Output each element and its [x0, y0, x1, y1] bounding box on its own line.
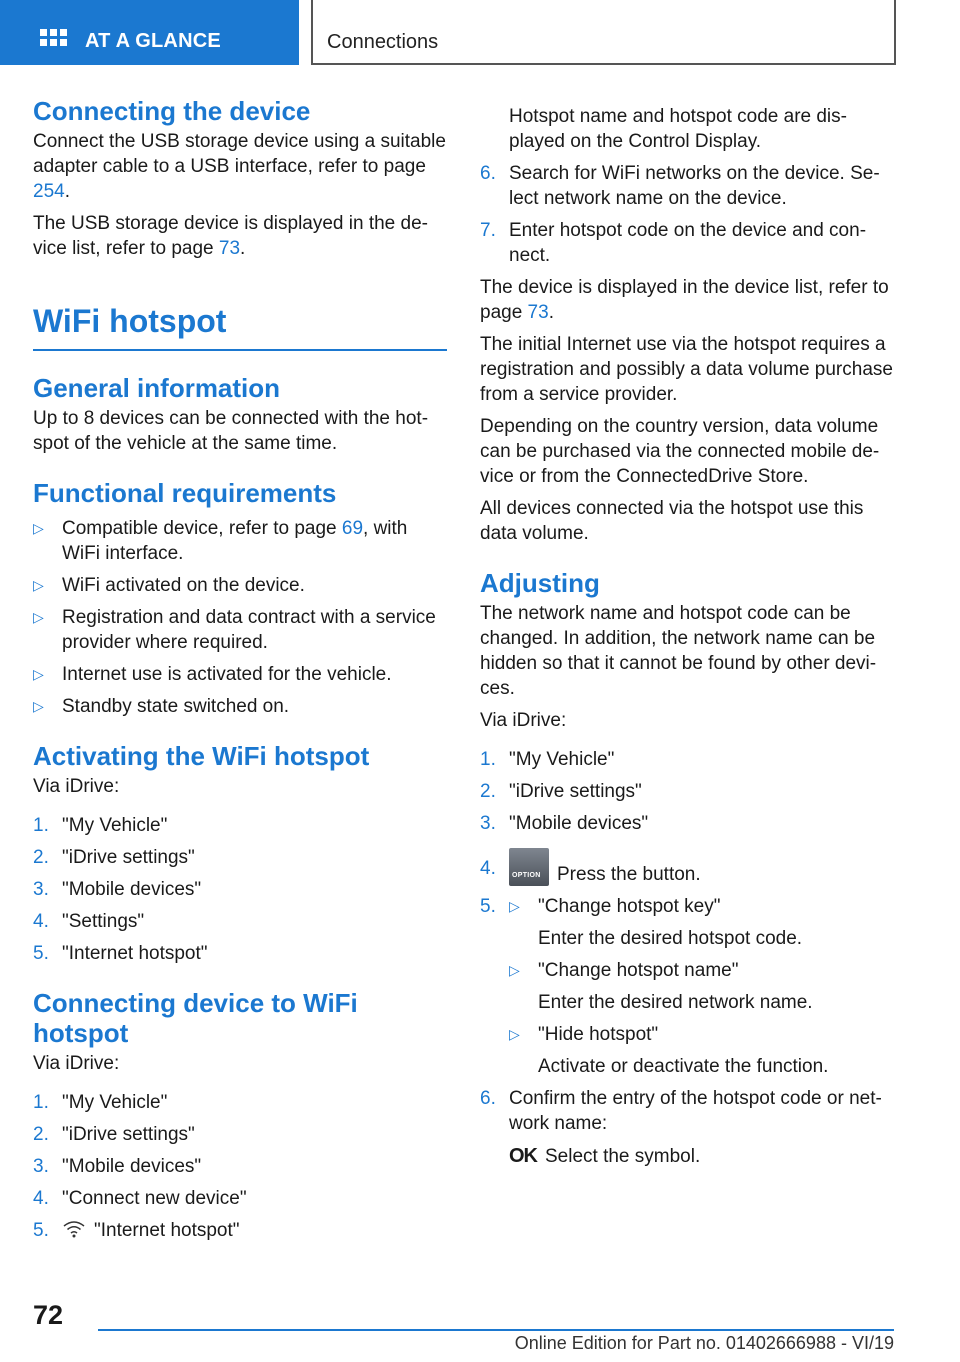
step — [33, 1122, 447, 1147]
step — [33, 1154, 447, 1179]
text: . — [240, 238, 246, 259]
paragraph — [33, 211, 447, 261]
page-link[interactable]: 73 — [527, 302, 549, 323]
text: The device is displayed in the device list, refer to page — [480, 277, 889, 323]
chapter-title: Connections — [327, 31, 439, 53]
nav-at-a-glance[interactable] — [0, 0, 299, 65]
grid-menu-icon — [40, 29, 68, 53]
list-item — [33, 694, 447, 719]
step-text: Press the button. — [557, 864, 701, 885]
ok-row — [509, 1144, 896, 1169]
paragraph: All devices connected via the hotspot use this data volume. — [480, 498, 864, 544]
step-number: 1. — [33, 1092, 49, 1113]
step-text: "Internet hotspot" — [94, 1220, 240, 1241]
step-text: "My Vehicle" — [509, 749, 615, 770]
step — [480, 811, 896, 836]
step — [480, 779, 896, 804]
step-number: 2. — [33, 847, 49, 868]
connecting-steps — [33, 1090, 447, 1243]
step — [480, 161, 896, 211]
chapter-header — [311, 0, 896, 65]
right-column — [480, 104, 896, 1176]
step-number: 5. — [33, 1220, 49, 1241]
step — [33, 1218, 447, 1243]
text: Connect the USB storage device using a suitable adapter cable to a USB interface, refer to page — [33, 131, 446, 177]
option-button-label: OPTION — [512, 872, 541, 879]
step — [33, 845, 447, 870]
step-text: "Mobile devices" — [62, 1156, 202, 1177]
step-text: Select the symbol. — [545, 1146, 701, 1167]
text: . — [548, 302, 554, 323]
triangle-bullet-icon: ▷ — [33, 577, 44, 593]
step — [480, 218, 896, 268]
sub-option-desc: Activate or deactivate the function. — [538, 1056, 829, 1077]
activating-steps — [33, 813, 447, 966]
ok-icon: OK — [509, 1145, 537, 1167]
step-number: 2. — [480, 781, 496, 802]
section-title-adjusting: Adjusting — [480, 568, 600, 598]
chapter-heading: WiFi hotspot — [33, 301, 447, 351]
text: WiFi activated on the device. — [62, 575, 305, 596]
nav-label: AT A GLANCE — [85, 30, 221, 52]
step-number: 1. — [480, 749, 496, 770]
step-number: 3. — [480, 813, 496, 834]
section-title-connecting-wifi: Connecting device to WiFi hotspot — [33, 988, 358, 1048]
step-number: 5. — [480, 896, 496, 917]
requirements-list — [33, 516, 447, 719]
triangle-bullet-icon: ▷ — [509, 898, 520, 914]
step-text: "Internet hotspot" — [62, 943, 208, 964]
list-item — [33, 516, 447, 566]
footer-divider — [98, 1329, 894, 1331]
text: . — [64, 181, 70, 202]
sub-option-label: "Change hotspot key" — [538, 896, 721, 917]
step-text: "Connect new device" — [62, 1188, 247, 1209]
step-text: Confirm the entry of the hotspot code or net‐work name: — [509, 1088, 882, 1134]
section-title-requirements: Functional requirements — [33, 478, 337, 508]
text: Internet use is activated for the vehicle. — [62, 664, 392, 685]
sub-option — [509, 1022, 896, 1047]
step — [33, 1090, 447, 1115]
paragraph: Depending on the country version, data volume can be purchased via the connected mobile de‐vice or from the ConnectedDrive Store. — [480, 416, 880, 487]
paragraph: The initial Internet use via the hotspot requires a registration and possibly a data volume purchase from a service provider. — [480, 334, 893, 405]
page-number: 72 — [33, 1300, 64, 1330]
paragraph: The network name and hotspot code can be changed. In addition, the network name can be hidden so that it cannot be found by other devi‐ces. — [480, 603, 877, 699]
sub-option-desc: Enter the desired hotspot code. — [538, 928, 803, 949]
step-number: 4. — [480, 858, 496, 879]
sub-option — [509, 958, 896, 983]
triangle-bullet-icon: ▷ — [33, 698, 44, 714]
step-number: 4. — [33, 911, 49, 932]
triangle-bullet-icon: ▷ — [509, 962, 520, 978]
step-text: "My Vehicle" — [62, 1092, 168, 1113]
step — [33, 813, 447, 838]
step-text: "Mobile devices" — [509, 813, 649, 834]
via-idrive: Via iDrive: — [33, 1053, 120, 1074]
section-title-general: General information — [33, 373, 281, 403]
step-text: "My Vehicle" — [62, 815, 168, 836]
list-item — [33, 605, 447, 655]
step-text: "iDrive settings" — [62, 1124, 195, 1145]
page-link[interactable]: 69 — [341, 518, 364, 539]
sub-option-label: "Change hotspot name" — [538, 960, 739, 981]
text: The USB storage device is displayed in the de‐vice list, refer to page — [33, 213, 428, 259]
text: Standby state switched on. — [62, 696, 290, 717]
footer-edition: Online Edition for Part no. 01402666988 - VI/19 — [514, 1333, 894, 1353]
step-text: "Settings" — [62, 911, 145, 932]
step — [480, 894, 896, 1079]
step — [33, 877, 447, 902]
step-number: 4. — [33, 1188, 49, 1209]
paragraph: Up to 8 devices can be connected with the hot‐spot of the vehicle at the same time. — [33, 408, 429, 454]
triangle-bullet-icon: ▷ — [33, 666, 44, 682]
left-column — [33, 96, 447, 1250]
via-idrive: Via iDrive: — [480, 710, 567, 731]
sub-option-label: "Hide hotspot" — [538, 1024, 659, 1045]
step-text: "iDrive settings" — [62, 847, 195, 868]
text: , with WiFi interface. — [62, 518, 408, 564]
step-number: 1. — [33, 815, 49, 836]
section-title-connecting: Connecting the device — [33, 96, 311, 126]
triangle-bullet-icon: ▷ — [509, 1026, 520, 1042]
step-number: 3. — [33, 1156, 49, 1177]
paragraph — [480, 275, 896, 325]
step — [480, 848, 896, 887]
step-text: "iDrive settings" — [509, 781, 642, 802]
wifi-icon — [62, 1219, 86, 1239]
step-text: Enter hotspot code on the device and con‐nect. — [509, 220, 867, 266]
page-link[interactable]: 254 — [33, 181, 65, 202]
step-continuation: Hotspot name and hotspot code are dis‐played on the Control Display. — [509, 106, 847, 152]
list-item — [33, 662, 447, 687]
step-number: 6. — [480, 1088, 496, 1109]
step-number: 2. — [33, 1124, 49, 1145]
section-title-activating: Activating the WiFi hotspot — [33, 741, 370, 771]
paragraph — [33, 129, 447, 204]
page-link[interactable]: 73 — [218, 238, 241, 259]
step-number: 6. — [480, 163, 496, 184]
step — [480, 1086, 896, 1169]
text: Registration and data contract with a service provider where required. — [62, 607, 436, 653]
step-number: 3. — [33, 879, 49, 900]
step-number: 7. — [480, 220, 496, 241]
triangle-bullet-icon: ▷ — [33, 609, 44, 625]
step-text: Search for WiFi networks on the device. Se‐lect network name on the device. — [509, 163, 880, 209]
sub-option — [509, 894, 896, 919]
text: Compatible device, refer to page — [62, 518, 342, 539]
step — [33, 909, 447, 934]
step — [480, 747, 896, 772]
step — [33, 1186, 447, 1211]
sub-option-desc: Enter the desired network name. — [538, 992, 813, 1013]
step-text: "Mobile devices" — [62, 879, 202, 900]
option-button-icon — [509, 848, 549, 886]
via-idrive: Via iDrive: — [33, 776, 120, 797]
step — [33, 941, 447, 966]
triangle-bullet-icon: ▷ — [33, 520, 44, 536]
list-item — [33, 573, 447, 598]
step-number: 5. — [33, 943, 49, 964]
